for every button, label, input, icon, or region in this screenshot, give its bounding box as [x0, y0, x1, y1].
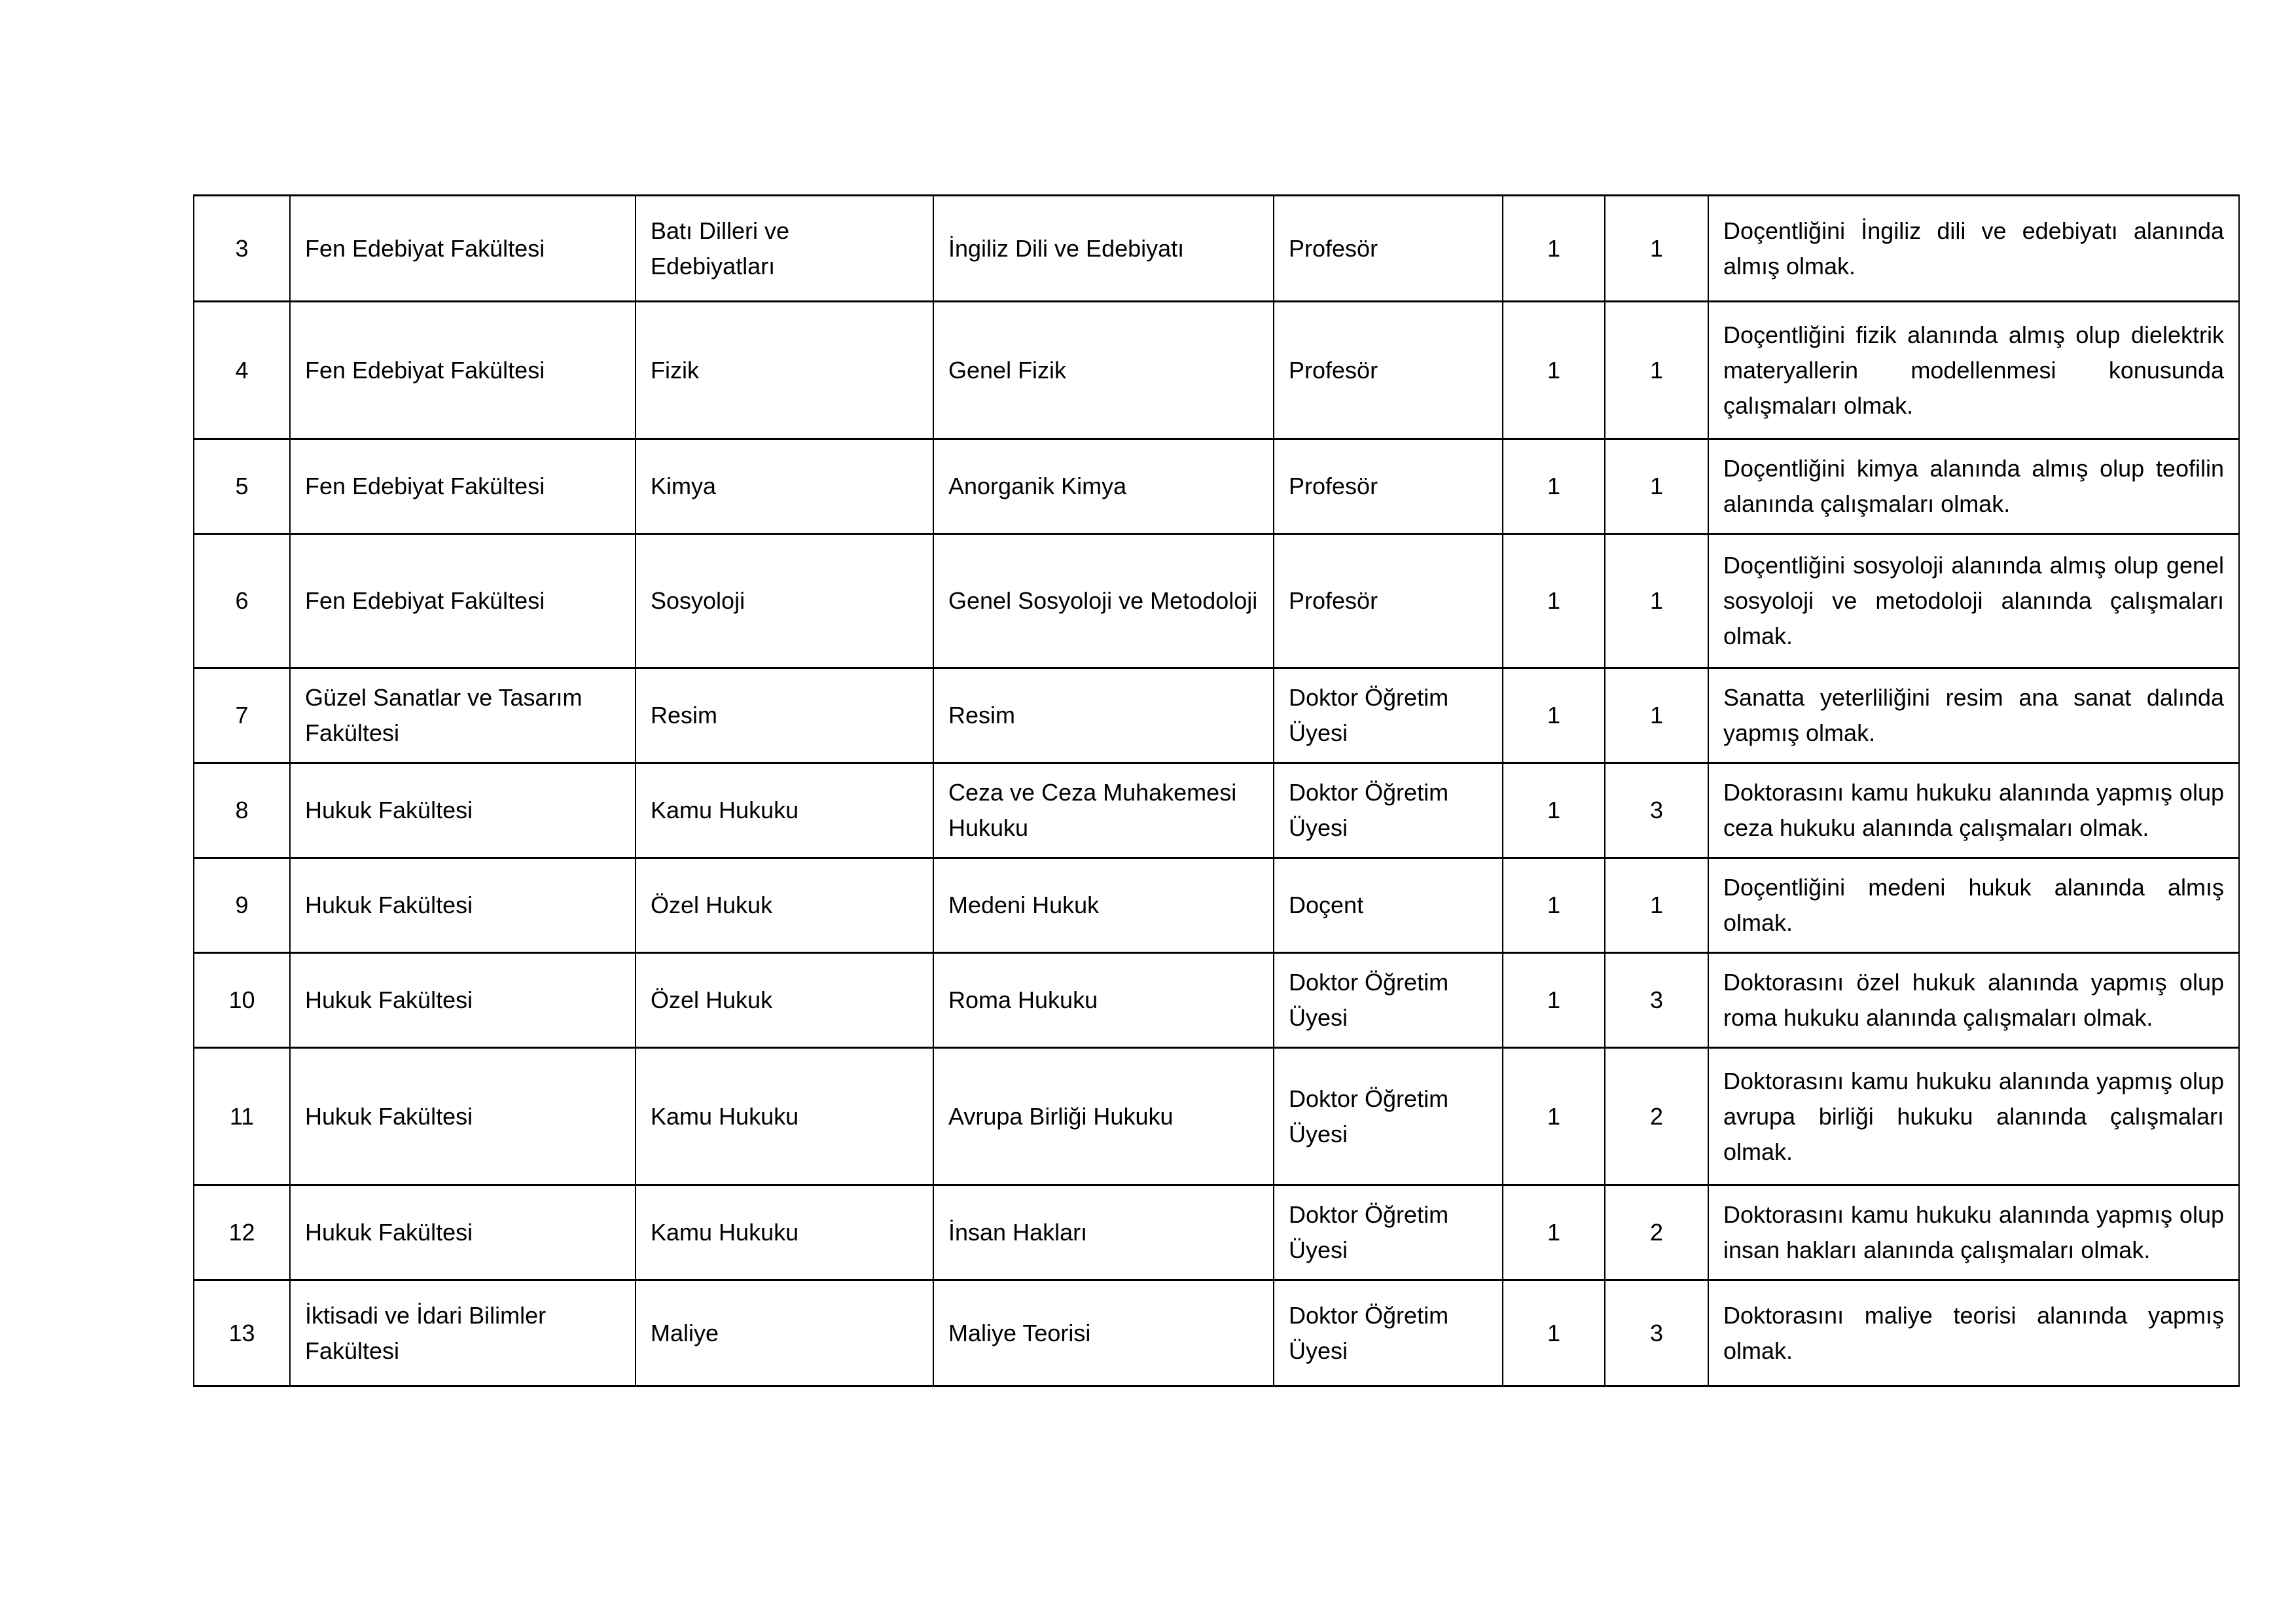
cell-requirement: Doçentliğini kimya alanında almış olup teofilin alanında çalışmaları olmak. [1708, 439, 2239, 534]
cell-department: Özel Hukuk [636, 858, 933, 953]
cell-row-number: 8 [194, 763, 290, 858]
cell-department: Batı Dilleri ve Edebiyatları [636, 196, 933, 302]
cell-degree: 1 [1503, 668, 1605, 763]
cell-title: Doktor Öğretim Üyesi [1274, 1185, 1503, 1280]
cell-requirement: Doçentliğini medeni hukuk alanında almış olmak. [1708, 858, 2239, 953]
cell-requirement: Doktorasını kamu hukuku alanında yapmış olup insan hakları alanında çalışmaları olmak. [1708, 1185, 2239, 1280]
cell-department: Kimya [636, 439, 933, 534]
table-row [194, 302, 2239, 439]
cell-degree: 1 [1503, 1048, 1605, 1185]
cell-title: Doktor Öğretim Üyesi [1274, 1048, 1503, 1185]
cell-faculty: Hukuk Fakültesi [290, 953, 636, 1048]
cell-faculty: İktisadi ve İdari Bilimler Fakültesi [290, 1280, 636, 1386]
cell-faculty: Hukuk Fakültesi [290, 763, 636, 858]
table-row [194, 439, 2239, 534]
cell-requirement: Doçentliğini İngiliz dili ve edebiyatı alanında almış olmak. [1708, 196, 2239, 302]
cell-program: Genel Fizik [933, 302, 1274, 439]
cell-program: İngiliz Dili ve Edebiyatı [933, 196, 1274, 302]
cell-faculty: Fen Edebiyat Fakültesi [290, 534, 636, 668]
cell-department: Maliye [636, 1280, 933, 1386]
table-row [194, 196, 2239, 302]
cell-quota: 2 [1605, 1048, 1708, 1185]
cell-requirement: Doçentliğini fizik alanında almış olup dielektrik materyallerin modellenmesi konusunda çalışmaları olmak. [1708, 302, 2239, 439]
cell-program: Ceza ve Ceza Muhakemesi Hukuku [933, 763, 1274, 858]
cell-faculty: Fen Edebiyat Fakültesi [290, 439, 636, 534]
cell-requirement: Doktorasını maliye teorisi alanında yapmış olmak. [1708, 1280, 2239, 1386]
cell-program: Resim [933, 668, 1274, 763]
cell-department: Kamu Hukuku [636, 1048, 933, 1185]
table-body [194, 196, 2239, 1386]
cell-degree: 1 [1503, 1280, 1605, 1386]
cell-program: Maliye Teorisi [933, 1280, 1274, 1386]
table-row [194, 763, 2239, 858]
cell-title: Doçent [1274, 858, 1503, 953]
cell-degree: 1 [1503, 1185, 1605, 1280]
cell-quota: 2 [1605, 1185, 1708, 1280]
cell-faculty: Hukuk Fakültesi [290, 1048, 636, 1185]
cell-title: Profesör [1274, 196, 1503, 302]
cell-program: Roma Hukuku [933, 953, 1274, 1048]
cell-title: Profesör [1274, 439, 1503, 534]
cell-faculty: Fen Edebiyat Fakültesi [290, 196, 636, 302]
cell-requirement: Doktorasını kamu hukuku alanında yapmış olup avrupa birliği hukuku alanında çalışmaları olmak. [1708, 1048, 2239, 1185]
cell-degree: 1 [1503, 763, 1605, 858]
cell-faculty: Hukuk Fakültesi [290, 1185, 636, 1280]
cell-quota: 1 [1605, 196, 1708, 302]
cell-degree: 1 [1503, 858, 1605, 953]
cell-quota: 1 [1605, 534, 1708, 668]
cell-quota: 1 [1605, 439, 1708, 534]
cell-title: Doktor Öğretim Üyesi [1274, 953, 1503, 1048]
cell-degree: 1 [1503, 196, 1605, 302]
cell-row-number: 5 [194, 439, 290, 534]
cell-requirement: Doçentliğini sosyoloji alanında almış olup genel sosyoloji ve metodoloji alanında çalışmaları olmak. [1708, 534, 2239, 668]
cell-row-number: 9 [194, 858, 290, 953]
cell-row-number: 4 [194, 302, 290, 439]
cell-row-number: 12 [194, 1185, 290, 1280]
cell-program: Genel Sosyoloji ve Metodoloji [933, 534, 1274, 668]
cell-program: Avrupa Birliği Hukuku [933, 1048, 1274, 1185]
cell-department: Kamu Hukuku [636, 1185, 933, 1280]
cell-degree: 1 [1503, 439, 1605, 534]
cell-degree: 1 [1503, 953, 1605, 1048]
cell-program: Medeni Hukuk [933, 858, 1274, 953]
cell-quota: 1 [1605, 668, 1708, 763]
cell-quota: 3 [1605, 763, 1708, 858]
cell-row-number: 13 [194, 1280, 290, 1386]
table-row [194, 534, 2239, 668]
cell-quota: 1 [1605, 858, 1708, 953]
cell-requirement: Doktorasını kamu hukuku alanında yapmış olup ceza hukuku alanında çalışmaları olmak. [1708, 763, 2239, 858]
cell-row-number: 11 [194, 1048, 290, 1185]
cell-requirement: Doktorasını özel hukuk alanında yapmış olup roma hukuku alanında çalışmaları olmak. [1708, 953, 2239, 1048]
cell-degree: 1 [1503, 302, 1605, 439]
cell-faculty: Hukuk Fakültesi [290, 858, 636, 953]
table-row [194, 668, 2239, 763]
cell-title: Profesör [1274, 302, 1503, 439]
cell-row-number: 7 [194, 668, 290, 763]
cell-department: Fizik [636, 302, 933, 439]
cell-row-number: 10 [194, 953, 290, 1048]
cell-department: Kamu Hukuku [636, 763, 933, 858]
cell-quota: 3 [1605, 953, 1708, 1048]
cell-program: Anorganik Kimya [933, 439, 1274, 534]
cell-degree: 1 [1503, 534, 1605, 668]
cell-requirement: Sanatta yeterliliğini resim ana sanat dalında yapmış olmak. [1708, 668, 2239, 763]
cell-department: Özel Hukuk [636, 953, 933, 1048]
cell-department: Sosyoloji [636, 534, 933, 668]
table-row [194, 858, 2239, 953]
cell-row-number: 3 [194, 196, 290, 302]
cell-title: Profesör [1274, 534, 1503, 668]
cell-row-number: 6 [194, 534, 290, 668]
cell-title: Doktor Öğretim Üyesi [1274, 763, 1503, 858]
cell-title: Doktor Öğretim Üyesi [1274, 1280, 1503, 1386]
table-row [194, 953, 2239, 1048]
academic-positions-table [193, 194, 2240, 1387]
table-row [194, 1048, 2239, 1185]
cell-department: Resim [636, 668, 933, 763]
table-row [194, 1280, 2239, 1386]
cell-program: İnsan Hakları [933, 1185, 1274, 1280]
cell-quota: 1 [1605, 302, 1708, 439]
cell-quota: 3 [1605, 1280, 1708, 1386]
cell-faculty: Güzel Sanatlar ve Tasarım Fakültesi [290, 668, 636, 763]
cell-title: Doktor Öğretim Üyesi [1274, 668, 1503, 763]
cell-faculty: Fen Edebiyat Fakültesi [290, 302, 636, 439]
table-row [194, 1185, 2239, 1280]
